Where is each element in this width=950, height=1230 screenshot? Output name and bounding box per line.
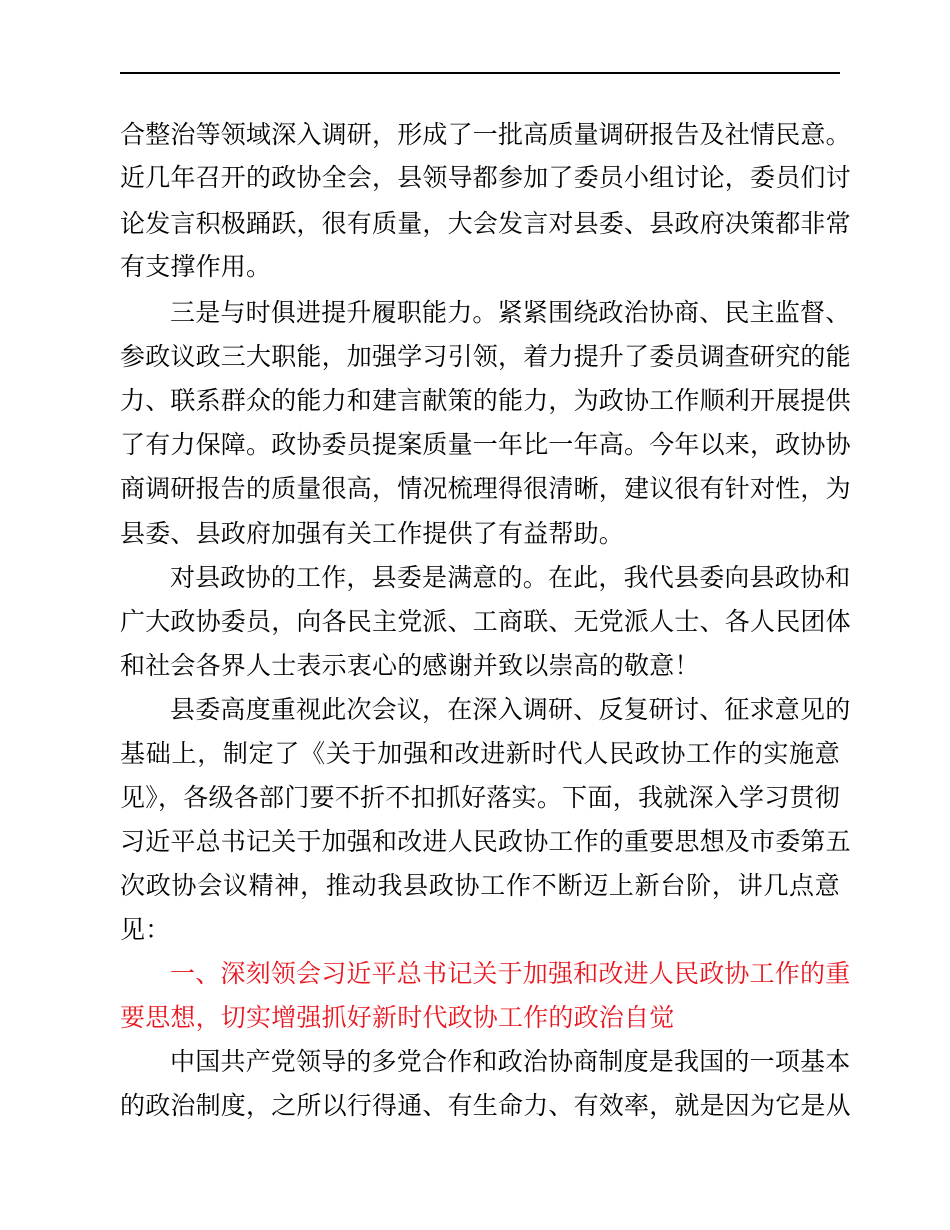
paragraph-line: 县委高度重视此次会议，在深入调研、反复研讨、征求意见的 — [170, 695, 851, 724]
paragraph-line: 力、联系群众的能力和建言献策的能力，为政协工作顺利开展提供 — [120, 386, 851, 415]
paragraph-line: 合整治等领域深入调研，形成了一批高质量调研报告及社情民意。 — [120, 120, 851, 149]
header-rule — [120, 72, 840, 74]
paragraph-line: 中国共产党领导的多党合作和政治协商制度是我国的一项基本 — [170, 1047, 851, 1076]
paragraph-line: 见： — [120, 915, 171, 944]
section-heading-line: 一、深刻领会习近平总书记关于加强和改进人民政协工作的重 — [170, 959, 851, 988]
paragraph-line: 论发言积极踊跃，很有质量，大会发言对县委、县政府决策都非常 — [120, 209, 851, 238]
paragraph-line: 基础上，制定了《关于加强和改进新时代人民政协工作的实施意 — [120, 739, 840, 768]
section-heading-line: 要思想，切实增强抓好新时代政协工作的政治自觉 — [120, 1003, 675, 1032]
paragraph-line: 近几年召开的政协全会，县领导都参加了委员小组讨论，委员们讨 — [120, 163, 851, 192]
paragraph-line: 和社会各界人士表示衷心的感谢并致以崇高的敬意！ — [120, 651, 700, 680]
paragraph-line: 县委、县政府加强有关工作提供了有益帮助。 — [120, 519, 625, 548]
paragraph-line: 了有力保障。政协委员提案质量一年比一年高。今年以来，政协协 — [120, 430, 851, 459]
paragraph-line: 有支撑作用。 — [120, 252, 272, 281]
paragraph-line: 参政议政三大职能，加强学习引领，着力提升了委员调查研究的能 — [120, 342, 851, 371]
paragraph-line: 的政治制度，之所以行得通、有生命力、有效率，就是因为它是从 — [120, 1091, 851, 1120]
paragraph-line: 次政协会议精神，推动我县政协工作不断迈上新台阶，讲几点意 — [120, 871, 840, 900]
paragraph-line: 习近平总书记关于加强和改进人民政协工作的重要思想及市委第五 — [120, 827, 851, 856]
paragraph-line: 三是与时俱进提升履职能力。紧紧围绕政治协商、民主监督、 — [170, 298, 851, 327]
paragraph-line: 见》，各级各部门要不折不扣抓好落实。下面，我就深入学习贯彻 — [120, 783, 840, 812]
paragraph-line: 商调研报告的质量很高，情况梳理得很清晰，建议很有针对性，为 — [120, 474, 851, 503]
paragraph-line: 广大政协委员，向各民主党派、工商联、无党派人士、各人民团体 — [120, 607, 851, 636]
paragraph-line: 对县政协的工作，县委是满意的。在此，我代县委向县政协和 — [170, 563, 851, 592]
